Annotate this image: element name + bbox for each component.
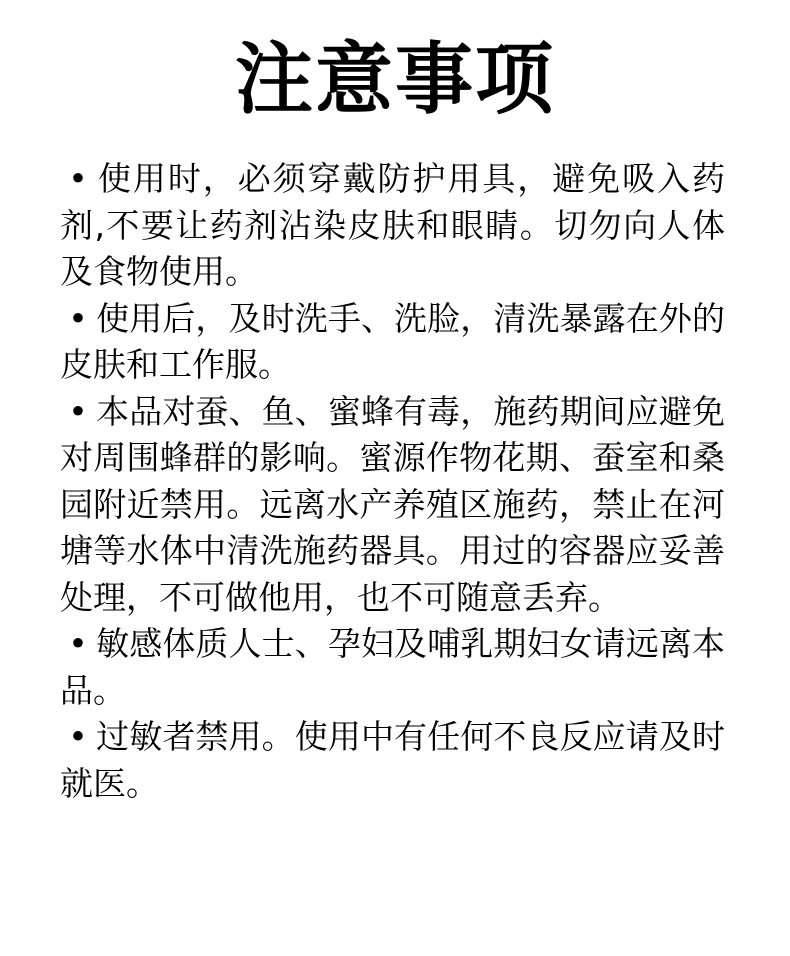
bullet-icon: • [68, 717, 88, 756]
list-item [60, 296, 725, 389]
note-text: 本品对蚕、鱼、蜜蜂有毒，施药期间应避免对周围蜂群的影响。蜜源作物花期、蚕室和桑园附近禁用。远离水产养殖区施药，禁止在河塘等水体中清洗施药器具。用过的容器应妥善处理，不可做他用，也不可随意丢弃。 [60, 391, 725, 617]
list-item [60, 389, 725, 622]
precautions-list [60, 156, 725, 807]
note-text: 敏感体质人士、孕妇及哺乳期妇女请远离本品。 [60, 624, 725, 710]
bullet-icon: • [68, 298, 88, 338]
list-item [60, 621, 725, 714]
list-item [60, 156, 725, 296]
bullet-icon: • [68, 624, 88, 663]
page-title: 注意事项 [234, 35, 555, 125]
bullet-icon: • [68, 159, 88, 198]
note-text: 过敏者禁用。使用中有任何不良反应请及时就医。 [60, 717, 725, 803]
bullet-icon: • [68, 391, 88, 431]
note-text: 使用时，必须穿戴防护用具，避免吸入药剂,不要让药剂沾染皮肤和眼睛。切勿向人体及食物使用。 [60, 159, 725, 291]
note-text: 使用后，及时洗手、洗脸，清洗暴露在外的皮肤和工作服。 [60, 298, 725, 384]
list-item [60, 714, 725, 807]
